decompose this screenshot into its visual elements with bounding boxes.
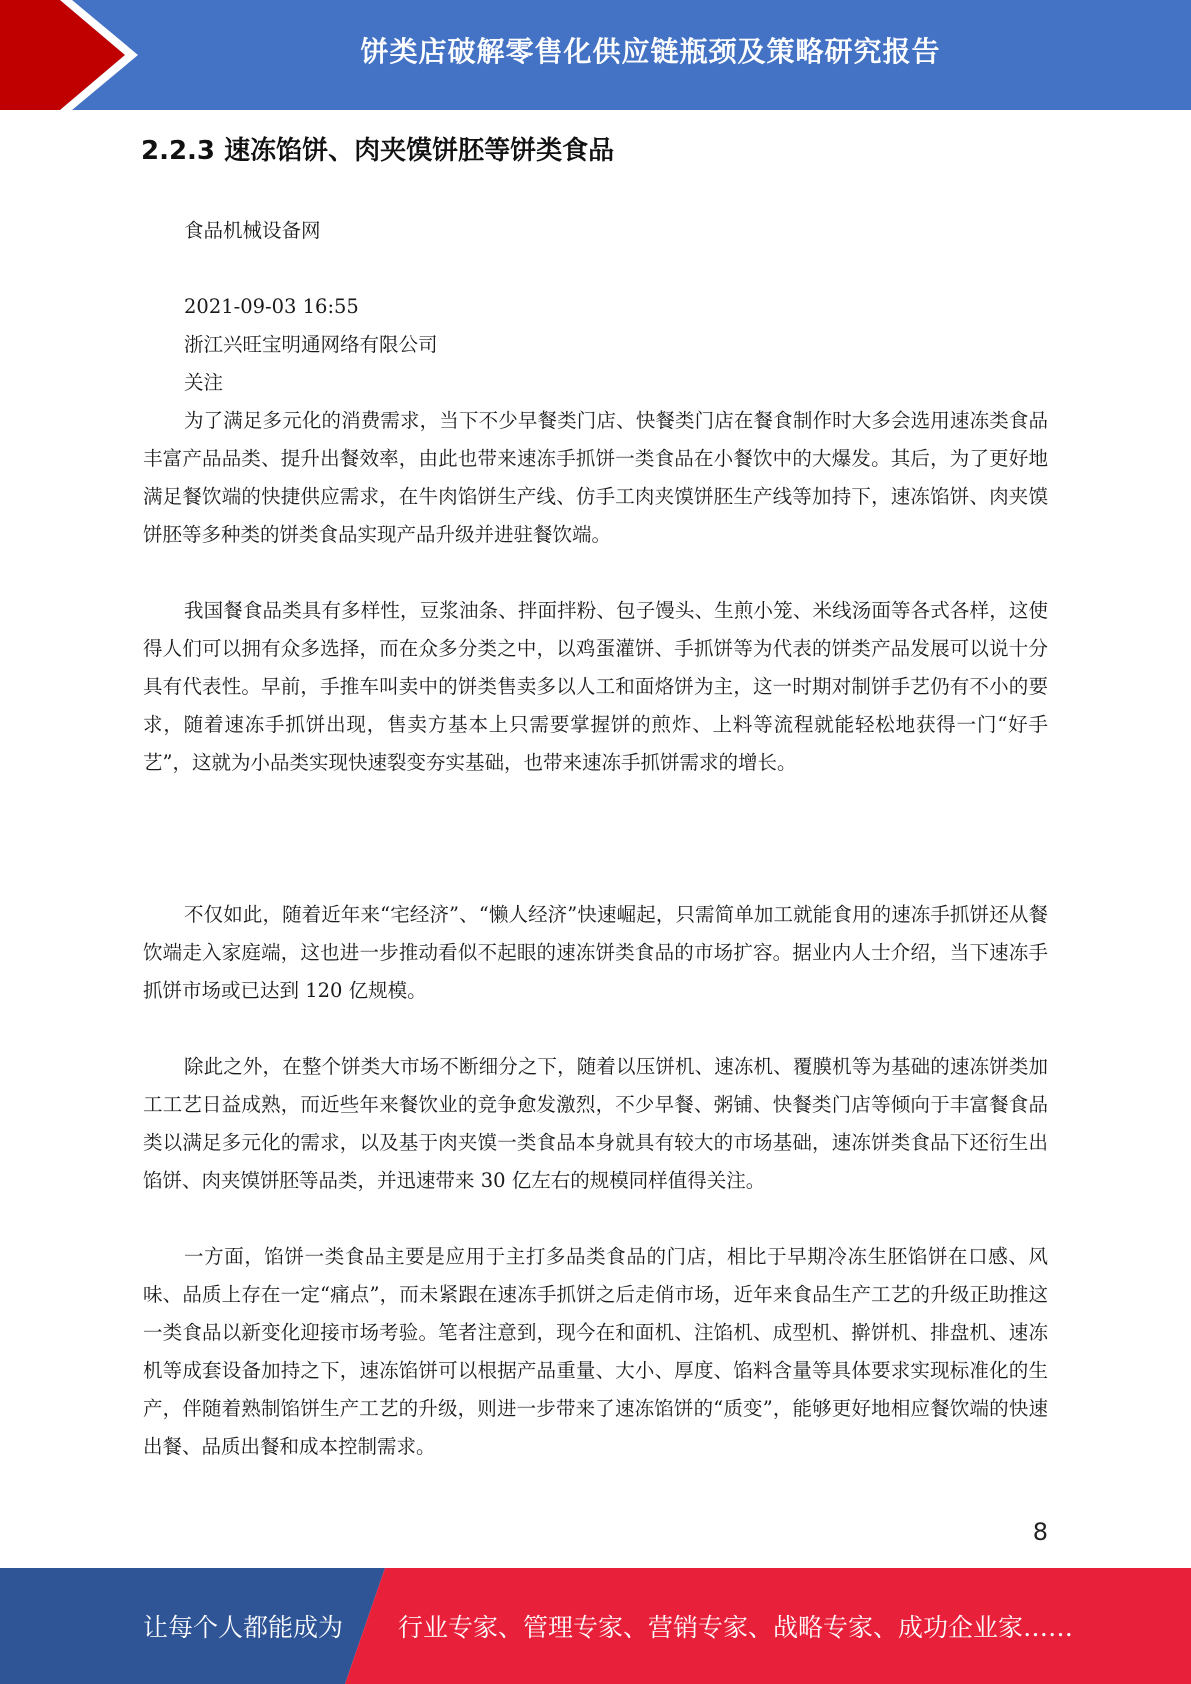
follow-label: 关注: [184, 371, 224, 394]
paragraph: 一方面，馅饼一类食品主要是应用于主打多品类食品的门店，相比于早期冷冻生胚馅饼在口感、风味、品质上存在一定“痛点”，而未紧跟在速冻手抓饼之后走俏市场，近年来食品生产工艺的升级正助推这一类食品以新变化迎接市场考验。笔者注意到，现今在和面机、注馅机、成型机、擀饼机、排盘机、速冻机等成套设备加持之下，速冻馅饼可以根据产品重量、大小、厚度、馅料含量等具体要求实现标准化的生产，伴随着熟制馅饼生产工艺的升级，则进一步带来了速冻馅饼的“质变”，能够更好地相应餐饮端的快速出餐、品质出餐和成本控制需求。: [143, 1245, 1048, 1458]
footer-slogan-right: 行业专家、管理专家、营销专家、战略专家、成功企业家……: [398, 1613, 1074, 1642]
page-footer: [0, 1568, 1191, 1684]
footer-slogan-left: 让每个人都能成为: [143, 1613, 344, 1642]
paragraph: 不仅如此，随着近年来“宅经济”、“懒人经济”快速崛起，只需简单加工就能食用的速冻手抓饼还从餐饮端走入家庭端，这也进一步推动看似不起眼的速冻饼类食品的市场扩容。据业内人士介绍，当下速冻手抓饼市场或已达到 120 亿规模。: [143, 903, 1048, 1002]
header-arrow-decoration: [0, 0, 160, 110]
page-number: 8: [1032, 1518, 1048, 1546]
page-header: [0, 0, 1191, 110]
publish-datetime: 2021-09-03 16:55: [184, 295, 359, 318]
section-heading: 2.2.3 速冻馅饼、肉夹馍饼胚等饼类食品: [141, 136, 615, 166]
article-body: [143, 212, 1048, 1466]
paragraph: 我国餐食品类具有多样性，豆浆油条、拌面拌粉、包子馒头、生煎小笼、米线汤面等各式各样，这使得人们可以拥有众多选择，而在众多分类之中，以鸡蛋灌饼、手抓饼等为代表的饼类产品发展可以说十分具有代表性。早前，手推车叫卖中的饼类售卖多以人工和面烙饼为主，这一时期对制饼手艺仍有不小的要求，随着速冻手抓饼出现，售卖方基本上只需要掌握饼的煎炸、上料等流程就能轻松地获得一门“好手艺”，这就为小品类实现快速裂变夯实基础，也带来速冻手抓饼需求的增长。: [143, 599, 1048, 774]
paragraph: 为了满足多元化的消费需求，当下不少早餐类门店、快餐类门店在餐食制作时大多会选用速冻类食品丰富产品品类、提升出餐效率，由此也带来速冻手抓饼一类食品在小餐饮中的大爆发。其后，为了更好地满足餐饮端的快捷供应需求，在牛肉馅饼生产线、仿手工肉夹馍饼胚生产线等加持下，速冻馅饼、肉夹馍饼胚等多种类的饼类食品实现产品升级并进驻餐饮端。: [143, 409, 1048, 546]
paragraph: 除此之外，在整个饼类大市场不断细分之下，随着以压饼机、速冻机、覆膜机等为基础的速冻饼类加工工艺日益成熟，而近些年来餐饮业的竞争愈发激烈，不少早餐、粥铺、快餐类门店等倾向于丰富餐食品类以满足多元化的需求，以及基于肉夹馍一类食品本身就具有较大的市场基础，速冻饼类食品下还衍生出馅饼、肉夹馍饼胚等品类，并迅速带来 30 亿左右的规模同样值得关注。: [143, 1055, 1048, 1192]
publisher-company: 浙江兴旺宝明通网络有限公司: [184, 333, 438, 356]
source-name: 食品机械设备网: [184, 219, 321, 242]
report-title: 饼类店破解零售化供应链瓶颈及策略研究报告: [360, 35, 941, 68]
